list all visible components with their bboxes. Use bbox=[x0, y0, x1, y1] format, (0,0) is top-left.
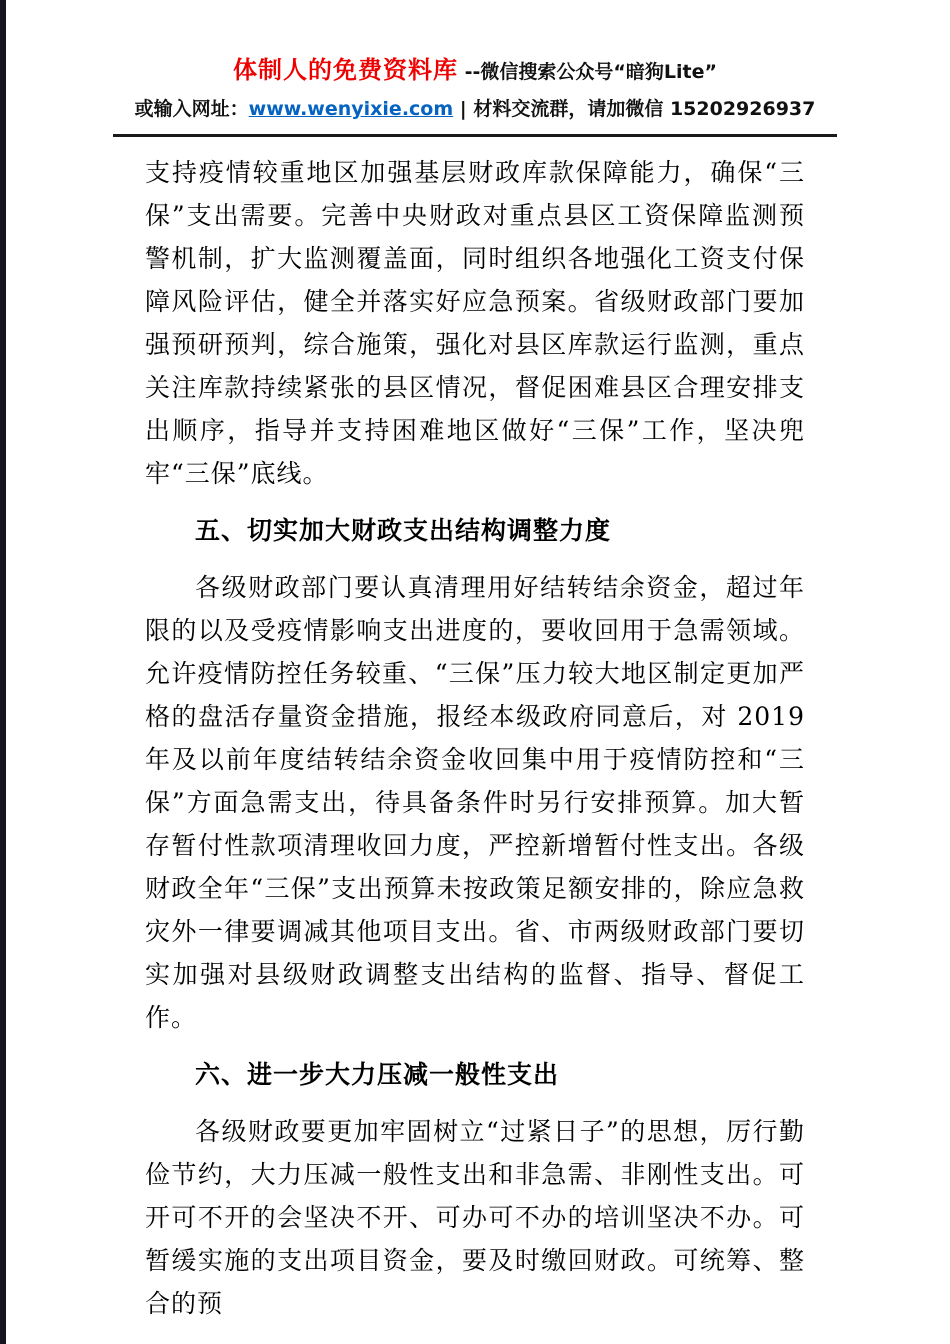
page-left-edge bbox=[0, 0, 6, 1344]
brand-title: 体制人的免费资料库 bbox=[233, 56, 459, 84]
paragraph-section-six: 各级财政要更加牢固树立“过紧日子”的思想，厉行勤俭节约，大力压减一般性支出和非急需、非刚性支出。可开可不开的会坚决不开、可办可不办的培训坚决不办。可暂缓实施的支出项目资金，要及时缴回财政。可统筹、整合的预 bbox=[145, 1117, 805, 1318]
contact-label: | 材料交流群，请加微信 15202926937 bbox=[453, 98, 816, 120]
url-prefix-label: 或输入网址： bbox=[134, 98, 249, 120]
document-body bbox=[145, 151, 805, 1325]
section-heading-five: 五、切实加大财政支出结构调整力度 bbox=[195, 516, 612, 545]
brand-subtitle: --微信搜索公众号“暗狗Lite” bbox=[458, 61, 717, 83]
header-divider bbox=[113, 134, 837, 137]
section-heading-six: 六、进一步大力压减一般性支出 bbox=[195, 1060, 560, 1089]
promo-header-line2 bbox=[0, 94, 950, 121]
promo-header bbox=[0, 0, 950, 137]
website-link[interactable]: www.wenyixie.com bbox=[248, 98, 454, 120]
promo-header-line1 bbox=[0, 50, 950, 85]
paragraph-continuation: 支持疫情较重地区加强基层财政库款保障能力，确保“三保”支出需要。完善中央财政对重点县区工资保障监测预警机制，扩大监测覆盖面，同时组织各地强化工资支付保障风险评估，健全并落实好应急预案。省级财政部门要加强预研预判，综合施策，强化对县区库款运行监测，重点关注库款持续紧张的县区情况，督促困难县区合理安排支出顺序，指导并支持困难地区做好“三保”工作，坚决兜牢“三保”底线。 bbox=[145, 158, 805, 488]
paragraph-section-five: 各级财政部门要认真清理用好结转结余资金，超过年限的以及受疫情影响支出进度的，要收回用于急需领域。允许疫情防控任务较重、“三保”压力较大地区制定更加严格的盘活存量资金措施，报经本级政府同意后，对 2019 年及以前年度结转结余资金收回集中用于疫情防控和“三保”方面急需支出，待具备条件时另行安排预算。加大暂存暂付性款项清理收回力度，严控新增暂付性支出。各级财政全年“三保”支出预算未按政策足额安排的，除应急救灾外一律要调减其他项目支出。省、市两级财政部门要切实加强对县级财政调整支出结构的监督、指导、督促工作。 bbox=[145, 573, 805, 1032]
